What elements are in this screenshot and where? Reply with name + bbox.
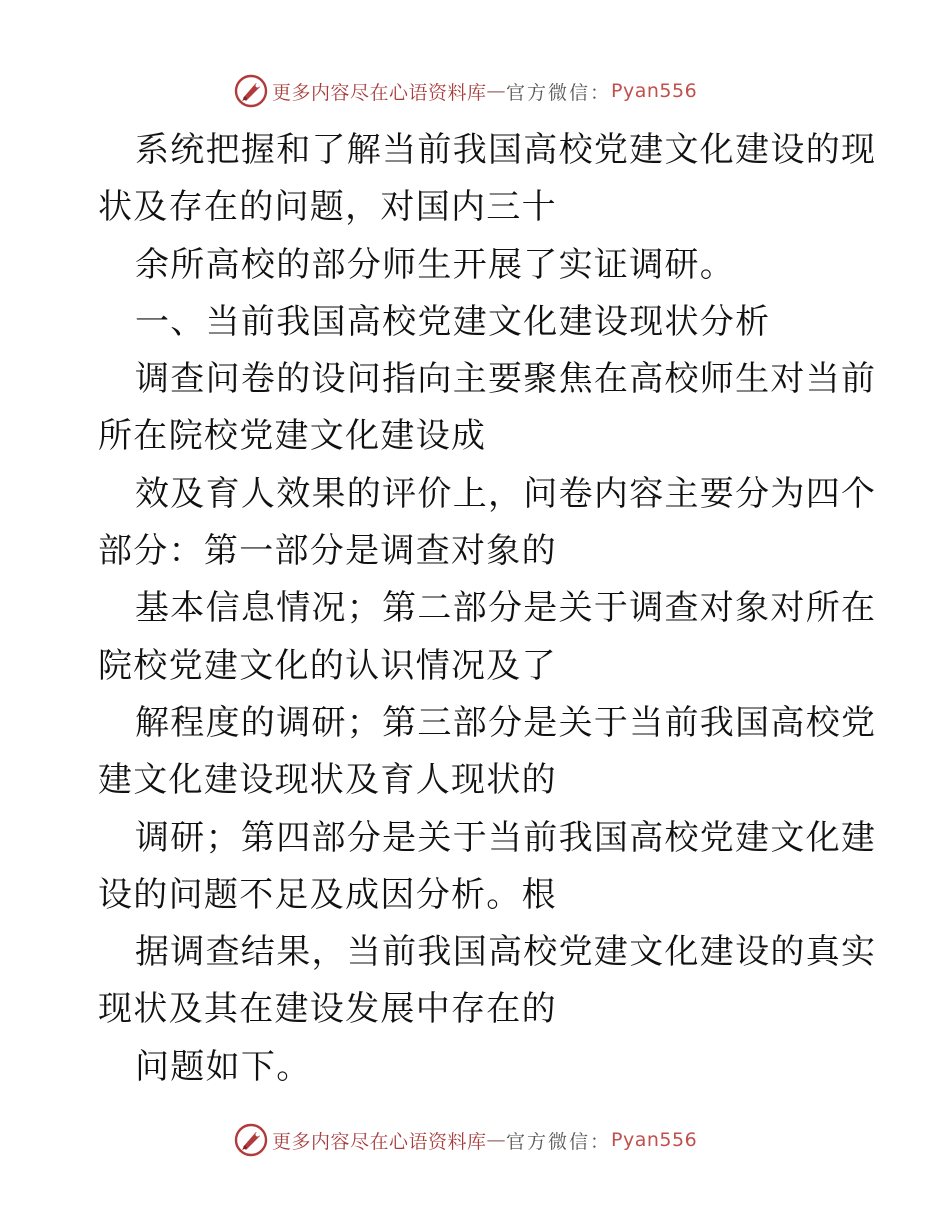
paragraph-line: 现状及其在建设发展中存在的 (98, 989, 557, 1030)
paragraph-line: 效及育人效果的评价上，问卷内容主要分为四个 (135, 473, 877, 514)
paragraph-line: 据调查结果，当前我国高校党建文化建设的真实 (135, 932, 877, 973)
paragraph-line: 部分：第一部分是调查对象的 (98, 531, 557, 572)
footer-watermark (234, 1122, 697, 1158)
paragraph-line: 余所高校的部分师生开展了实证调研。 (135, 244, 736, 285)
watermark-official-label: 官方微信： (506, 81, 612, 104)
paragraph-line: 问题如下。 (135, 1046, 312, 1087)
paragraph-line: 设的问题不足及成因分析。根 (98, 874, 557, 915)
paragraph-line: 基本信息情况；第二部分是关于调查对象对所在 (135, 588, 877, 629)
watermark-wechat-id: Pyan556 (611, 1129, 698, 1151)
watermark-official-label: 官方微信： (506, 1130, 612, 1153)
watermark-slogan: 更多内容尽在心语资料库 (272, 81, 487, 104)
header-watermark (234, 73, 697, 109)
paragraph-line: 调研；第四部分是关于当前我国高校党建文化建 (135, 817, 877, 858)
watermark-dash: — (486, 80, 507, 102)
watermark-wechat-id: Pyan556 (611, 80, 698, 102)
section-heading: 一、当前我国高校党建文化建设现状分析 (135, 301, 771, 342)
paragraph-line: 状及存在的问题，对国内三十 (98, 187, 557, 228)
watermark-slogan: 更多内容尽在心语资料库 (272, 1130, 487, 1153)
pen-nib-logo-icon (234, 74, 268, 108)
paragraph-line: 调查问卷的设问指向主要聚焦在高校师生对当前 (135, 359, 877, 400)
paragraph-line: 所在院校党建文化建设成 (98, 416, 487, 457)
pen-nib-logo-icon (234, 1123, 268, 1157)
document-body (98, 122, 888, 1096)
paragraph-line: 解程度的调研；第三部分是关于当前我国高校党 (135, 702, 877, 743)
watermark-dash: — (486, 1129, 507, 1151)
paragraph-line: 系统把握和了解当前我国高校党建文化建设的现 (135, 130, 877, 170)
paragraph-line: 院校党建文化的认识情况及了 (98, 645, 557, 686)
paragraph-line: 建文化建设现状及育人现状的 (98, 760, 557, 801)
